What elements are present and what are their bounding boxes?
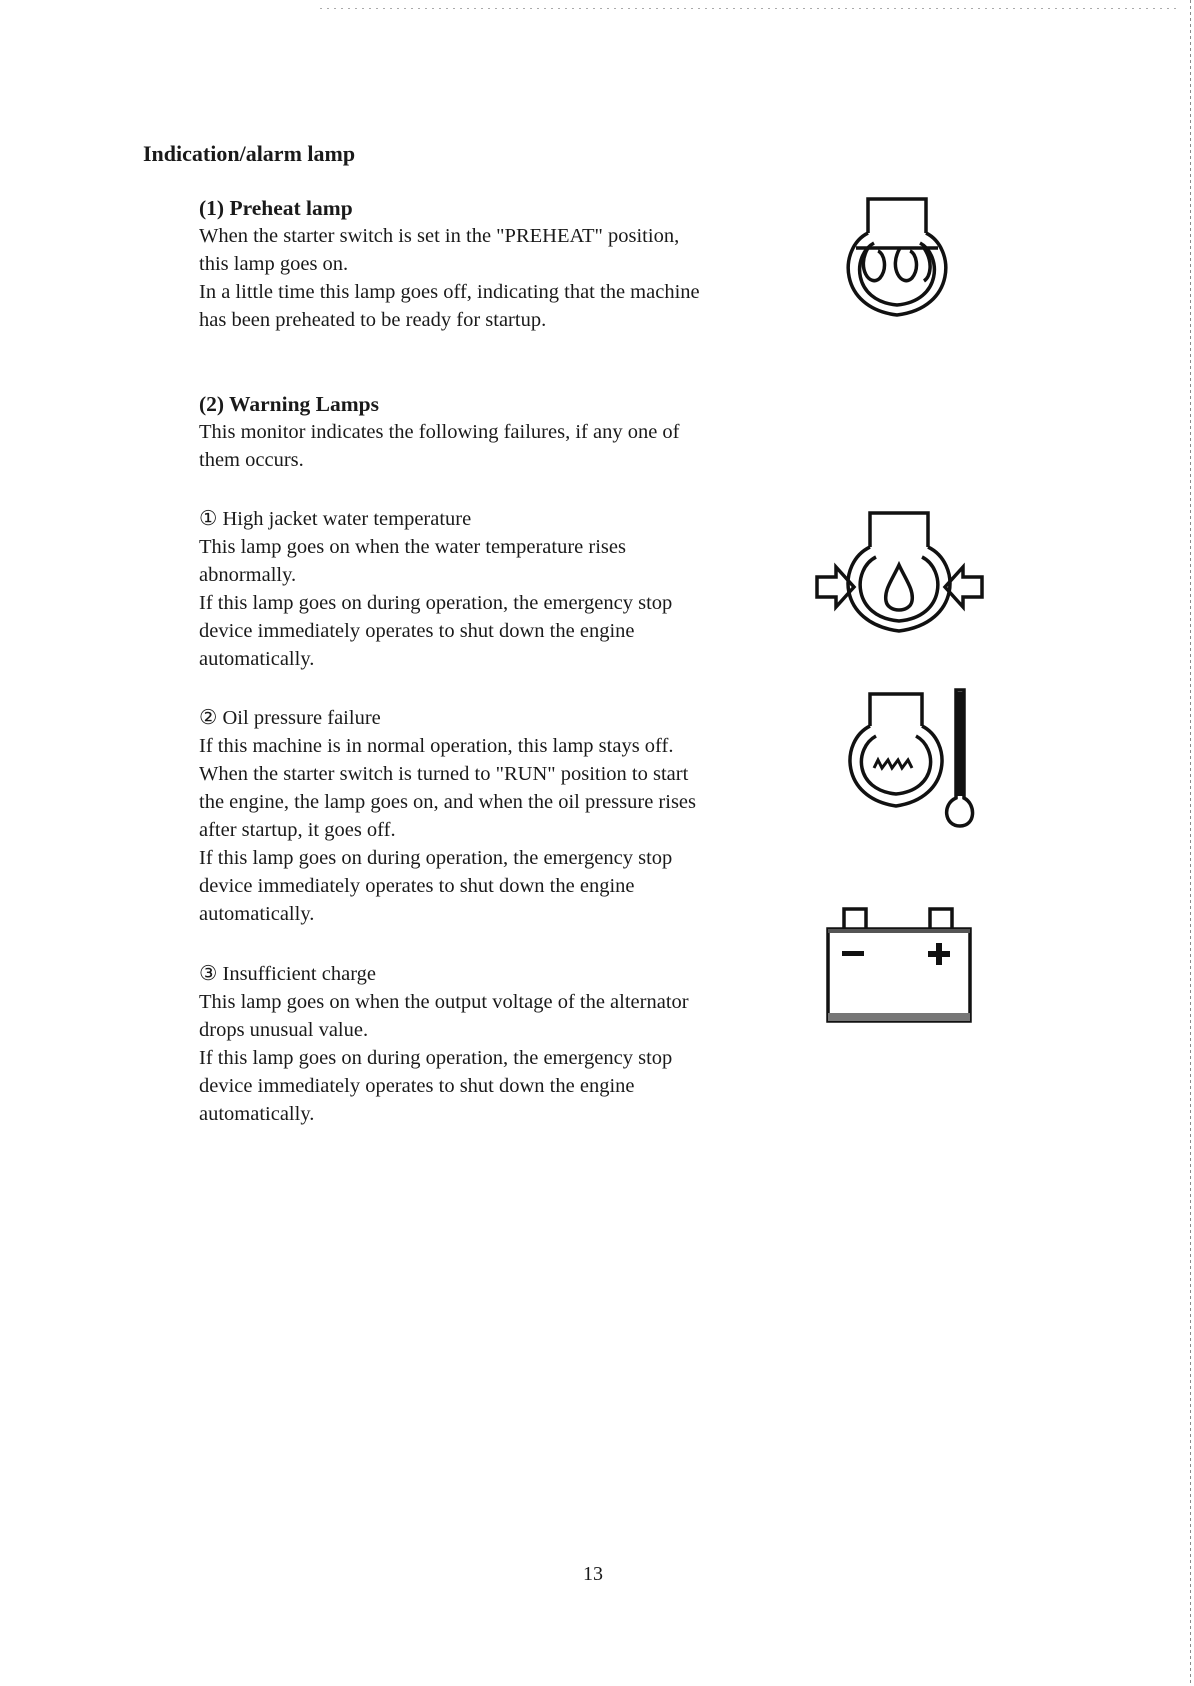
warning-title: (2) Warning Lamps xyxy=(199,392,379,416)
water-temp-line: If this lamp goes on during operation, the emergency stop xyxy=(199,592,673,614)
oil-pressure-line: after startup, it goes off. xyxy=(199,819,396,841)
charge-line: drops unusual value. xyxy=(199,1019,369,1041)
preheat-coil-icon xyxy=(838,193,958,323)
oil-pressure-line: automatically. xyxy=(199,903,315,925)
preheat-line: this lamp goes on. xyxy=(199,253,349,275)
water-temp-line: This lamp goes on when the water temperature rises xyxy=(199,536,626,558)
warning-line: them occurs. xyxy=(199,449,304,471)
page-number: 13 xyxy=(583,1563,603,1585)
charge-line: This lamp goes on when the output voltage of the alternator xyxy=(199,991,689,1013)
preheat-line: When the starter switch is set in the "PREHEAT" position, xyxy=(199,225,680,247)
oil-pressure-line: If this lamp goes on during operation, the emergency stop xyxy=(199,847,673,869)
scan-artifact-top xyxy=(320,8,1180,9)
charge-section xyxy=(199,960,799,1128)
water-temperature-thermometer-icon xyxy=(836,686,984,834)
preheat-section xyxy=(199,194,799,334)
warning-section xyxy=(199,390,799,474)
preheat-title: (1) Preheat lamp xyxy=(199,196,353,220)
battery-icon xyxy=(824,905,974,1025)
water-temp-section xyxy=(199,505,799,673)
oil-pressure-title: ② Oil pressure failure xyxy=(199,707,381,729)
water-temp-line: abnormally. xyxy=(199,564,297,586)
oil-pressure-line: When the starter switch is turned to "RUN" position to start xyxy=(199,763,689,785)
oil-pressure-line: If this machine is in normal operation, this lamp stays off. xyxy=(199,735,674,757)
preheat-line: In a little time this lamp goes off, indicating that the machine xyxy=(199,281,700,303)
charge-title: ③ Insufficient charge xyxy=(199,963,377,985)
water-temp-line: automatically. xyxy=(199,648,315,670)
charge-line: automatically. xyxy=(199,1103,315,1125)
water-temp-line: device immediately operates to shut down the engine xyxy=(199,620,635,642)
oil-pressure-line: device immediately operates to shut down the engine xyxy=(199,875,635,897)
warning-line: This monitor indicates the following failures, if any one of xyxy=(199,421,680,443)
oil-pressure-section xyxy=(199,704,799,928)
preheat-line: has been preheated to be ready for startup. xyxy=(199,309,547,331)
page-heading: Indication/alarm lamp xyxy=(143,141,356,166)
oil-pressure-line: the engine, the lamp goes on, and when the oil pressure rises xyxy=(199,791,696,813)
scan-artifact-right-edge xyxy=(1190,0,1191,1686)
charge-line: If this lamp goes on during operation, the emergency stop xyxy=(199,1047,673,1069)
charge-line: device immediately operates to shut down the engine xyxy=(199,1075,635,1097)
water-temp-title: ① High jacket water temperature xyxy=(199,508,472,530)
oil-drop-pressure-icon xyxy=(812,505,987,645)
